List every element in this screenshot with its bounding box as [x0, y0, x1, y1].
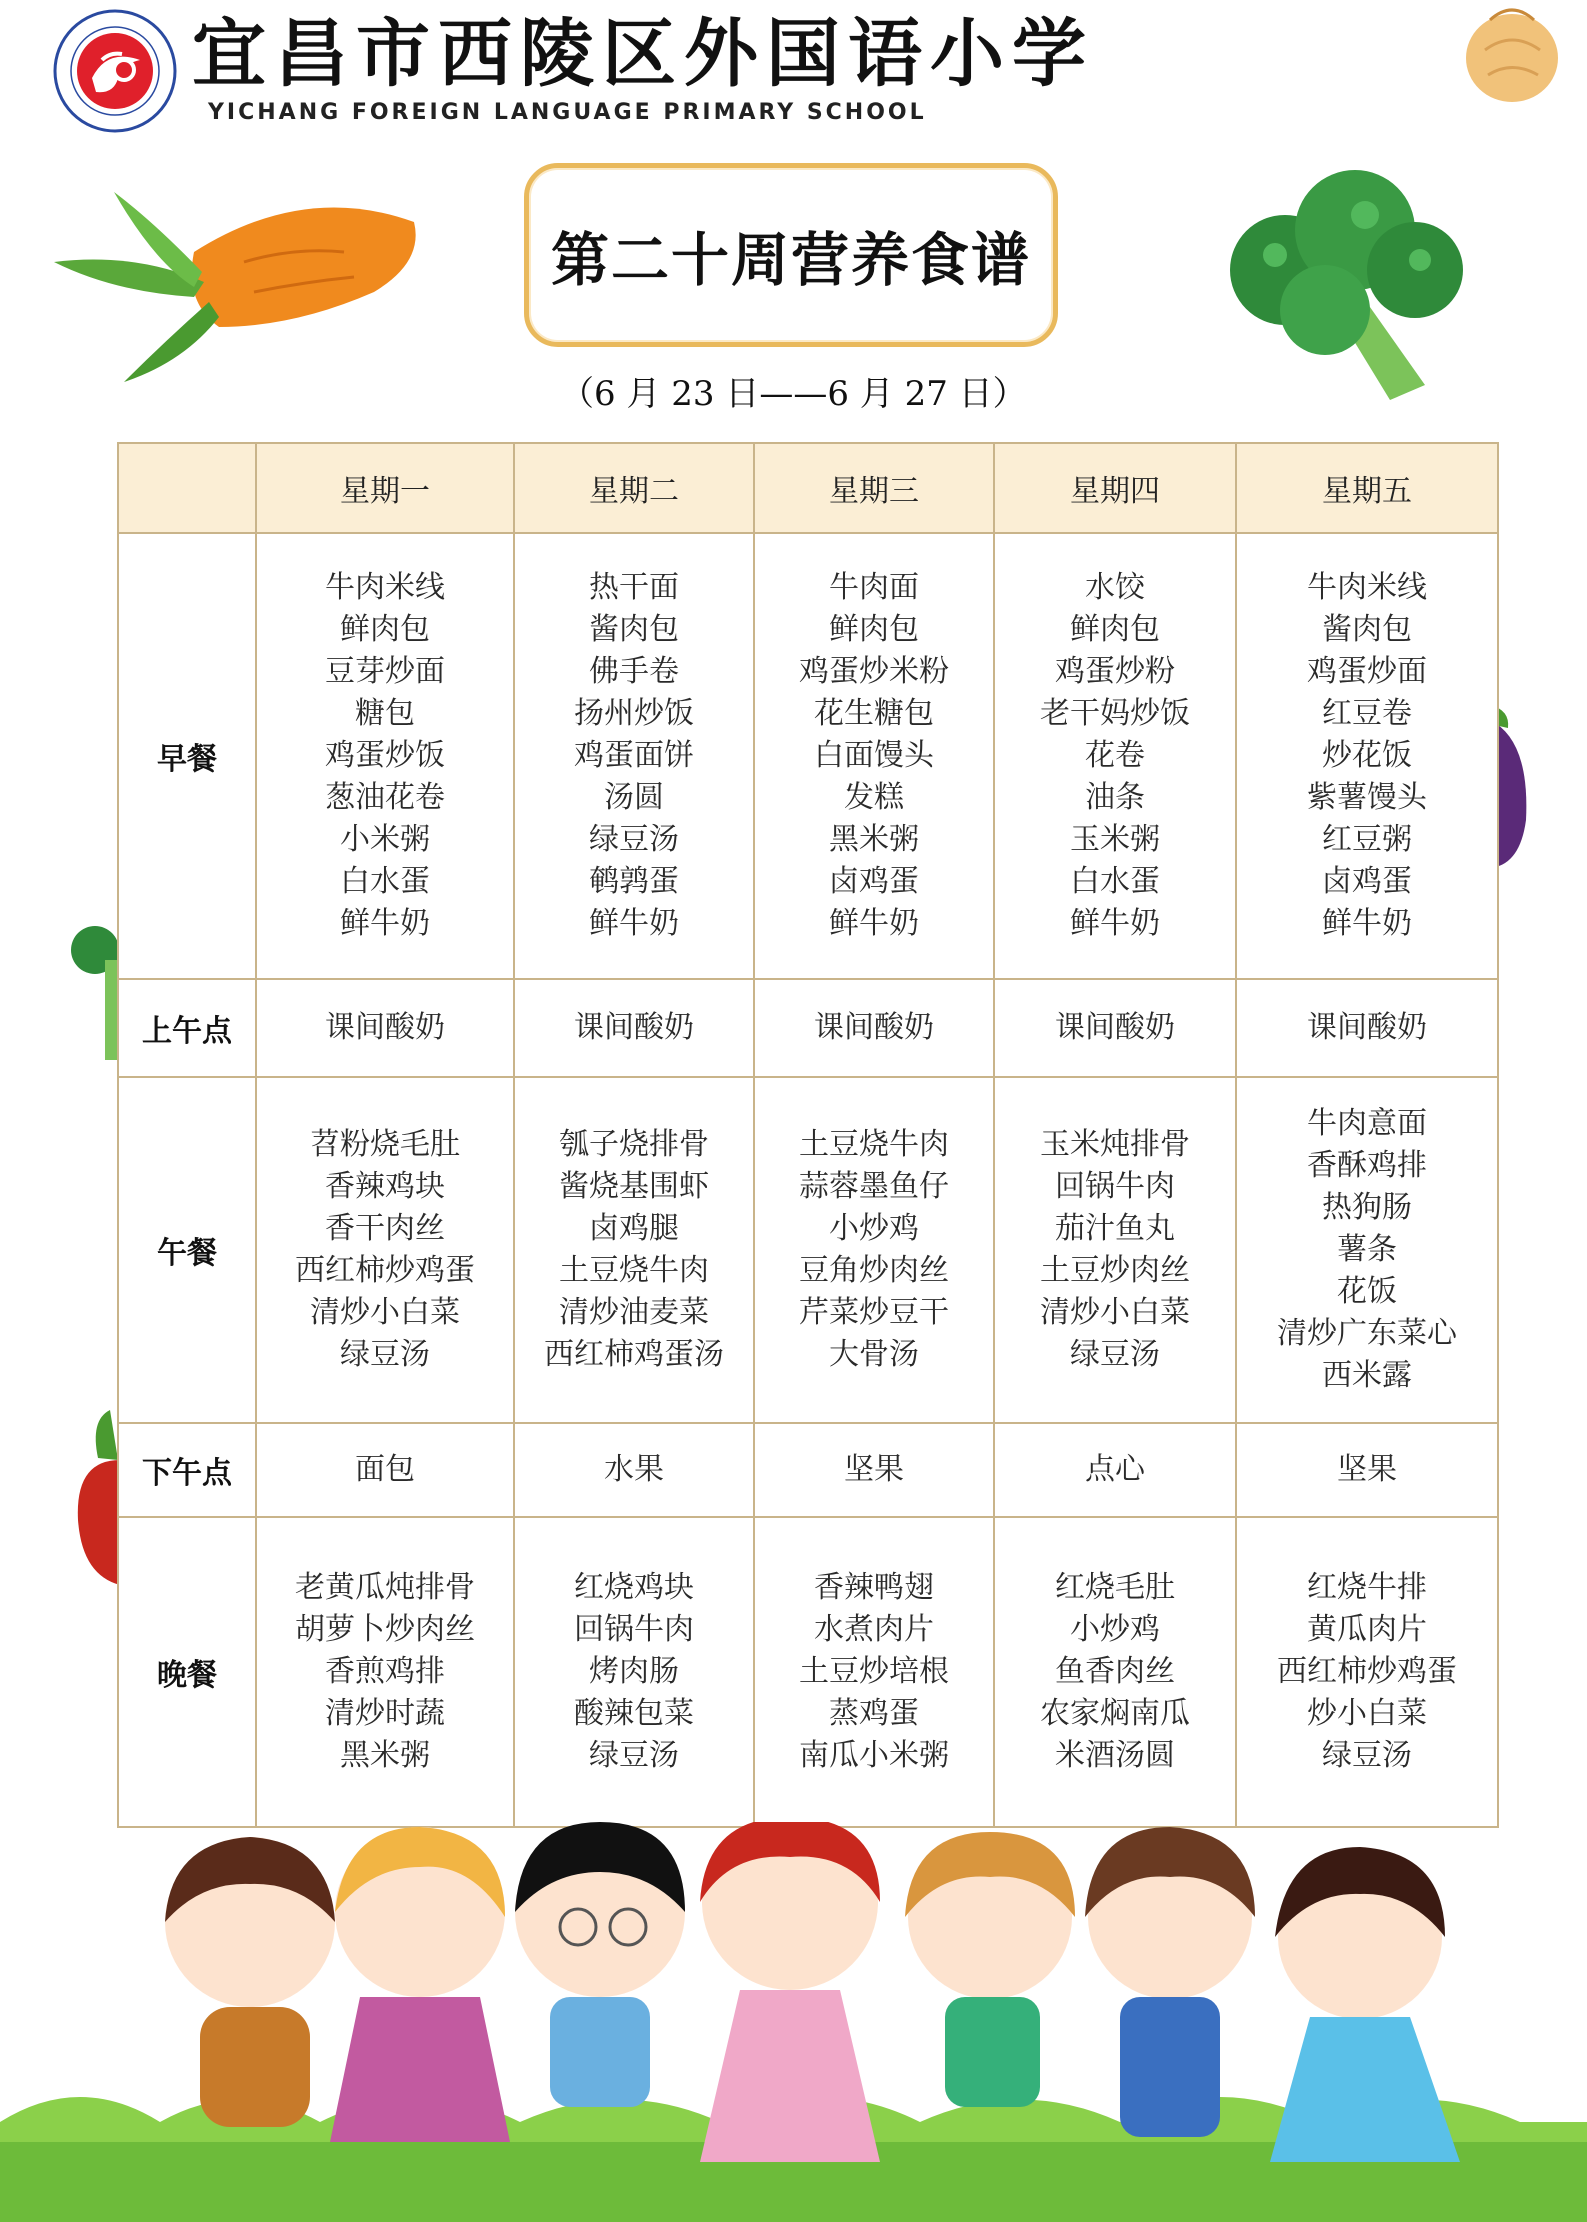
- dish-item: 鲜牛奶: [829, 906, 919, 941]
- dish-item: 紫薯馒头: [1307, 780, 1427, 815]
- dish-item: 清炒时蔬: [325, 1696, 445, 1731]
- dish-item: 玉米炖排骨: [1040, 1127, 1190, 1162]
- dish-item: 土豆烧牛肉: [799, 1127, 949, 1162]
- dish-item: 薯条: [1337, 1232, 1397, 1267]
- dish-item: 水果: [604, 1452, 664, 1487]
- dish-item: 花生糖包: [814, 696, 934, 731]
- dish-item: 红豆卷: [1322, 696, 1412, 731]
- dish-item: 鲜牛奶: [1070, 906, 1160, 941]
- dish-item: 炒小白菜: [1307, 1696, 1427, 1731]
- dish-item: 油条: [1085, 780, 1145, 815]
- menu-cell: [994, 1077, 1236, 1423]
- menu-cell: [514, 1423, 754, 1517]
- dish-item: 鲜肉包: [829, 612, 919, 647]
- dish-item: 汤圆: [604, 780, 664, 815]
- dish-item: 坚果: [844, 1452, 904, 1487]
- menu-table-body: [118, 443, 1498, 1827]
- dish-item: 牛肉意面: [1307, 1106, 1427, 1141]
- dish-item: 牛肉面: [829, 570, 919, 605]
- menu-cell: [1236, 1423, 1498, 1517]
- meal-label: 早餐: [118, 533, 256, 979]
- dish-item: 面包: [355, 1452, 415, 1487]
- dish-item: 回锅牛肉: [1055, 1169, 1175, 1204]
- dish-item: 扬州炒饭: [574, 696, 694, 731]
- dish-item: 清炒油麦菜: [559, 1295, 709, 1330]
- lunch-row: [118, 1077, 1498, 1423]
- dish-item: 芹菜炒豆干: [799, 1295, 949, 1330]
- dish-item: 红烧鸡块: [574, 1570, 694, 1605]
- dish-item: 大骨汤: [829, 1337, 919, 1372]
- dish-item: 黑米粥: [829, 822, 919, 857]
- dish-item: 佛手卷: [589, 654, 679, 689]
- title-frame: [524, 163, 1058, 347]
- dish-item: 糖包: [355, 696, 415, 731]
- dish-item: 鱼香肉丝: [1055, 1654, 1175, 1689]
- dish-item: 水饺: [1085, 570, 1145, 605]
- dish-item: 老黄瓜炖排骨: [295, 1570, 475, 1605]
- dish-item: 绿豆汤: [1070, 1337, 1160, 1372]
- day-header: 星期二: [514, 443, 754, 533]
- morning-snack-row: [118, 979, 1498, 1077]
- menu-cell: [514, 533, 754, 979]
- dish-item: 黄瓜肉片: [1307, 1612, 1427, 1647]
- weekly-menu-table: [117, 442, 1499, 1828]
- day-header: 星期四: [994, 443, 1236, 533]
- dish-item: 白水蛋: [1070, 864, 1160, 899]
- dish-item: 老干妈炒饭: [1040, 696, 1190, 731]
- pepper-illustration: [70, 1400, 120, 1590]
- dish-item: 南瓜小米粥: [799, 1738, 949, 1773]
- dish-item: 红豆粥: [1322, 822, 1412, 857]
- dish-item: 花卷: [1085, 738, 1145, 773]
- menu-cell: [514, 1077, 754, 1423]
- dish-item: 坚果: [1337, 1452, 1397, 1487]
- dish-item: 米酒汤圆: [1055, 1738, 1175, 1773]
- dish-item: 蒸鸡蛋: [829, 1696, 919, 1731]
- menu-cell: [514, 1517, 754, 1827]
- menu-cell: [994, 1517, 1236, 1827]
- dish-item: 农家焖南瓜: [1040, 1696, 1190, 1731]
- menu-cell: [514, 979, 754, 1077]
- menu-cell: [256, 533, 514, 979]
- breakfast-row: [118, 533, 1498, 979]
- dish-item: 鸡蛋炒米粉: [799, 654, 949, 689]
- carrot-illustration: [44, 112, 434, 392]
- dish-item: 葱油花卷: [325, 780, 445, 815]
- dish-item: 清炒小白菜: [1040, 1295, 1190, 1330]
- dish-item: 酱肉包: [1322, 612, 1412, 647]
- dish-item: 瓠子烧排骨: [559, 1127, 709, 1162]
- dish-item: 鹌鹑蛋: [589, 864, 679, 899]
- dish-item: 卤鸡蛋: [1322, 864, 1412, 899]
- dish-item: 小炒鸡: [1070, 1612, 1160, 1647]
- menu-cell: [256, 1517, 514, 1827]
- dish-item: 绿豆汤: [589, 1738, 679, 1773]
- dish-item: 蒜蓉墨鱼仔: [799, 1169, 949, 1204]
- dish-item: 点心: [1085, 1452, 1145, 1487]
- date-range: （6 月 23 日——6 月 27 日）: [560, 374, 1027, 414]
- dish-item: 课间酸奶: [1055, 1010, 1175, 1045]
- dish-item: 清炒广东菜心: [1277, 1316, 1457, 1351]
- menu-cell: [256, 1423, 514, 1517]
- meal-label: 晚餐: [118, 1517, 256, 1827]
- dish-item: 西红柿炒鸡蛋: [1277, 1654, 1457, 1689]
- dish-item: 香煎鸡排: [325, 1654, 445, 1689]
- dish-item: 课间酸奶: [814, 1010, 934, 1045]
- day-header-row: [118, 443, 1498, 533]
- dish-item: 香辣鸭翅: [814, 1570, 934, 1605]
- dish-item: 鸡蛋炒粉: [1055, 654, 1175, 689]
- dish-item: 卤鸡蛋: [829, 864, 919, 899]
- children-illustration: [0, 1822, 1587, 2222]
- menu-cell: [994, 1423, 1236, 1517]
- dish-item: 小炒鸡: [829, 1211, 919, 1246]
- dish-item: 西米露: [1322, 1358, 1412, 1393]
- dish-item: 鲜牛奶: [589, 906, 679, 941]
- dish-item: 牛肉米线: [1307, 570, 1427, 605]
- meal-label: 午餐: [118, 1077, 256, 1423]
- dish-item: 鸡蛋炒面: [1307, 654, 1427, 689]
- dish-item: 土豆炒肉丝: [1040, 1253, 1190, 1288]
- page-title: 第二十周营养食谱: [550, 226, 1031, 294]
- dish-item: 鲜肉包: [340, 612, 430, 647]
- dish-item: 土豆炒培根: [799, 1654, 949, 1689]
- dish-item: 课间酸奶: [325, 1010, 445, 1045]
- dish-item: 黑米粥: [340, 1738, 430, 1773]
- menu-cell: [256, 979, 514, 1077]
- dish-item: 水煮肉片: [814, 1612, 934, 1647]
- dish-item: 香辣鸡块: [325, 1169, 445, 1204]
- dish-item: 玉米粥: [1070, 822, 1160, 857]
- dish-item: 红烧牛排: [1307, 1570, 1427, 1605]
- corner-cell: [118, 443, 256, 533]
- dish-item: 热狗肠: [1322, 1190, 1412, 1225]
- dish-item: 鲜牛奶: [1322, 906, 1412, 941]
- school-name-chinese: 宜昌市西陵区外国语小学: [192, 11, 1094, 97]
- dish-item: 西红柿炒鸡蛋: [295, 1253, 475, 1288]
- menu-cell: [994, 533, 1236, 979]
- dish-item: 花饭: [1337, 1274, 1397, 1309]
- menu-cell: [1236, 1077, 1498, 1423]
- menu-cell: [754, 1423, 994, 1517]
- dish-item: 烤肉肠: [589, 1654, 679, 1689]
- broccoli-illustration: [1215, 160, 1475, 410]
- day-header: 星期一: [256, 443, 514, 533]
- menu-cell: [754, 1077, 994, 1423]
- dish-item: 鸡蛋炒饭: [325, 738, 445, 773]
- school-name-english: YICHANG FOREIGN LANGUAGE PRIMARY SCHOOL: [208, 100, 927, 125]
- menu-cell: [1236, 979, 1498, 1077]
- dish-item: 苕粉烧毛肚: [310, 1127, 460, 1162]
- dish-item: 红烧毛肚: [1055, 1570, 1175, 1605]
- dish-item: 回锅牛肉: [574, 1612, 694, 1647]
- dish-item: 绿豆汤: [1322, 1738, 1412, 1773]
- broccoli-small-illustration: [65, 920, 117, 1060]
- dish-item: 课间酸奶: [574, 1010, 694, 1045]
- dish-item: 豆角炒肉丝: [799, 1253, 949, 1288]
- dish-item: 课间酸奶: [1307, 1010, 1427, 1045]
- menu-cell: [1236, 1517, 1498, 1827]
- day-header: 星期五: [1236, 443, 1498, 533]
- menu-cell: [994, 979, 1236, 1077]
- day-header: 星期三: [754, 443, 994, 533]
- dish-item: 发糕: [844, 780, 904, 815]
- dish-item: 白水蛋: [340, 864, 430, 899]
- dish-item: 鲜肉包: [1070, 612, 1160, 647]
- dish-item: 土豆烧牛肉: [559, 1253, 709, 1288]
- menu-cell: [754, 979, 994, 1077]
- onion-illustration: [1450, 0, 1570, 110]
- dish-item: 鲜牛奶: [340, 906, 430, 941]
- dish-item: 牛肉米线: [325, 570, 445, 605]
- menu-cell: [1236, 533, 1498, 979]
- dish-item: 香酥鸡排: [1307, 1148, 1427, 1183]
- dish-item: 茄汁鱼丸: [1055, 1211, 1175, 1246]
- dish-item: 西红柿鸡蛋汤: [544, 1337, 724, 1372]
- dish-item: 酱烧基围虾: [559, 1169, 709, 1204]
- dish-item: 香干肉丝: [325, 1211, 445, 1246]
- afternoon-snack-row: [118, 1423, 1498, 1517]
- dish-item: 绿豆汤: [340, 1337, 430, 1372]
- dish-item: 炒花饭: [1322, 738, 1412, 773]
- dish-item: 热干面: [589, 570, 679, 605]
- dish-item: 小米粥: [340, 822, 430, 857]
- dish-item: 酱肉包: [589, 612, 679, 647]
- menu-cell: [256, 1077, 514, 1423]
- dish-item: 酸辣包菜: [574, 1696, 694, 1731]
- dish-item: 白面馒头: [814, 738, 934, 773]
- menu-cell: [754, 533, 994, 979]
- meal-label: 下午点: [118, 1423, 256, 1517]
- dish-item: 绿豆汤: [589, 822, 679, 857]
- dish-item: 胡萝卜炒肉丝: [295, 1612, 475, 1647]
- dinner-row: [118, 1517, 1498, 1827]
- dish-item: 豆芽炒面: [325, 654, 445, 689]
- menu-cell: [754, 1517, 994, 1827]
- dish-item: 清炒小白菜: [310, 1295, 460, 1330]
- meal-label: 上午点: [118, 979, 256, 1077]
- dish-item: 鸡蛋面饼: [574, 738, 694, 773]
- dish-item: 卤鸡腿: [589, 1211, 679, 1246]
